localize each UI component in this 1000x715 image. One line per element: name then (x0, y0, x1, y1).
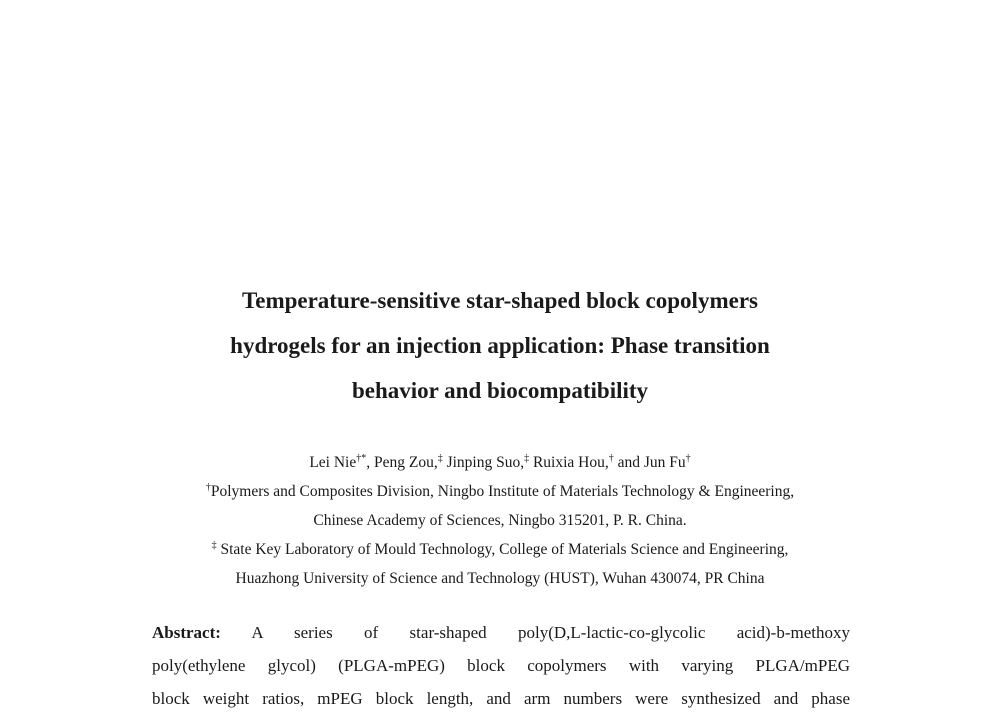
affiliation-line (100, 477, 900, 506)
affiliation-text: Polymers and Composites Division, Ningbo Institute of Materials Technology & Engineering, (210, 483, 795, 500)
author-affiliation-mark: † (608, 452, 614, 464)
author-name: Ruixia Hou, (529, 454, 609, 471)
author-block (100, 448, 900, 593)
abstract-line: poly(ethylene glycol) (PLGA-mPEG) block copolymers with varying PLGA/mPEG (152, 656, 850, 675)
title-line: Temperature-sensitive star-shaped block copolymers (242, 288, 758, 313)
abstract-line (152, 616, 850, 649)
author-name: , Peng Zou, (366, 454, 438, 471)
affiliation-line: Huazhong University of Science and Technology (HUST), Wuhan 430074, PR China (235, 570, 765, 587)
affiliation-line (100, 535, 900, 564)
abstract-text: A series of star-shaped poly(D,L-lactic-co-glycolic acid)-b-methoxy (220, 623, 850, 642)
author-name: Lei Nie (309, 454, 357, 471)
author-affiliation-mark: ‡ (437, 452, 443, 464)
title-line: behavior and biocompatibility (351, 378, 649, 403)
author-name: Jinping Suo, (442, 454, 525, 471)
affiliation-line: Chinese Academy of Sciences, Ningbo 315201, P. R. China. (313, 512, 687, 529)
affiliation-mark: † (205, 481, 211, 493)
abstract-label: Abstract: (152, 623, 221, 642)
author-affiliation-mark: †* (356, 452, 367, 464)
title-line: hydrogels for an injection application: Phase transition (230, 333, 770, 358)
author-name: and Jun Fu (613, 454, 686, 471)
author-affiliation-mark: † (685, 452, 691, 464)
author-list (100, 448, 900, 477)
affiliation-text: State Key Laboratory of Mould Technology, College of Materials Science and Engineering, (216, 541, 789, 558)
author-affiliation-mark: ‡ (524, 452, 530, 464)
paper-title (100, 278, 900, 413)
affiliation-mark: ‡ (211, 539, 217, 551)
abstract-line: block weight ratios, mPEG block length, and arm numbers were synthesized and phase (152, 689, 850, 708)
abstract (152, 616, 850, 715)
